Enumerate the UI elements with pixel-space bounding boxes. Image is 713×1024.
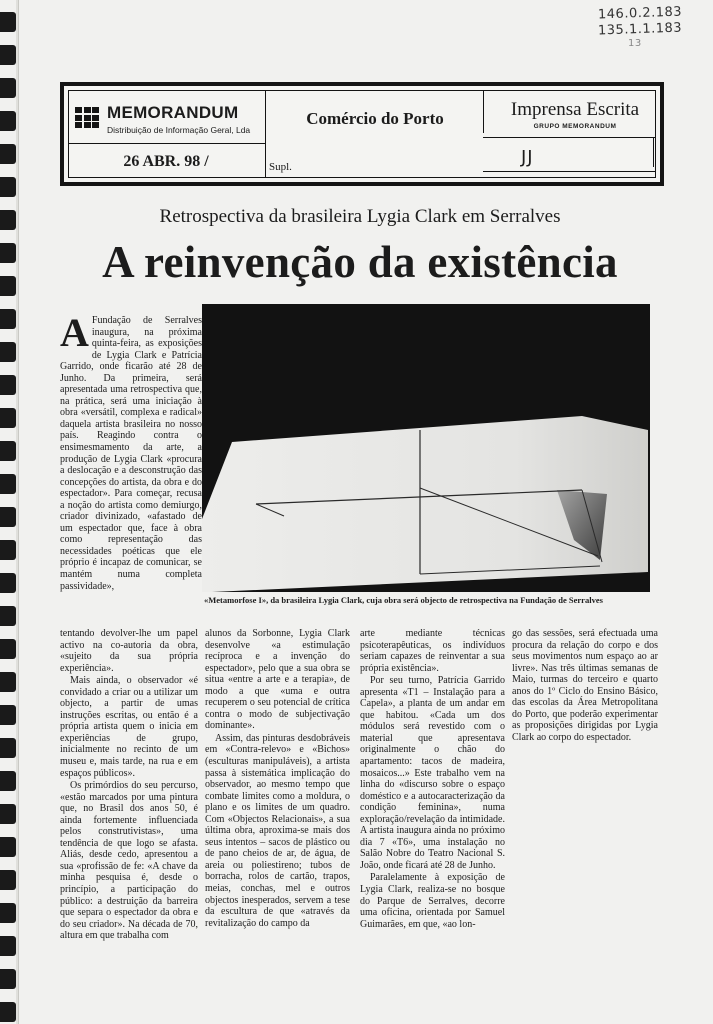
binding-hole <box>0 210 16 230</box>
binding-hole <box>0 870 16 890</box>
article-column-1-bottom <box>60 628 198 942</box>
handwritten-code-3: 13 <box>628 38 642 49</box>
article-paragraph: Os primórdios do seu percurso, «estão marcados por uma pintura que, no Brasil dos anos 50, é ainda fortemente influenciada pelos construtivistas», uma tendência de que logo se afasta. Aliás, desde cedo, apresentou a sua «profissão de fe: «A chave da minha pesquisa é, desde o princípio, a participação do público: a destruição da barreira que separa o espectador da obra e do seu criador». Na década de 70, altura em que trabalha com <box>60 780 198 942</box>
binding-hole <box>0 606 16 626</box>
brand-name: MEMORANDUM <box>107 103 239 122</box>
header-rule-right-bottom <box>483 171 655 172</box>
binding-hole <box>0 78 16 98</box>
binding-hole <box>0 540 16 560</box>
article-paragraph: tentando devolver-lhe um papel activo na co-autoria da obra, «sujeito da sua própria experiência». <box>60 628 198 674</box>
supplement-label: Supl. <box>269 161 292 173</box>
article-paragraph: A Fundação de Serralves inaugura, na próxima quinta-feira, as exposições de Lygia Clark e Patrícia Garrido, onde ficarão até 28 de Junho. Da primeira, será apresentada uma retrospectiva que, na prática, será uma iniciação à obra «versátil, complexa e radical» daquela artista brasileira no nosso país. Reagindo contra o ensimesmamento da arte, a produção de Lygia Clark «procura a deslocação e a desconstrução das concepções do artista, da obra e do espectador». Para começar, recusa a noção do artista como demiurgo, criador divinizado, «afastado de um espectador que, face à obra como representação das necessidades poéticas que ele próprio é incapaz de comunicar, se mantém numa completa passividade», <box>60 310 202 592</box>
press-subtitle: GRUPO MEMORANDUM <box>533 123 617 130</box>
binding-hole <box>0 45 16 65</box>
metamorfose-artwork-image <box>202 304 650 592</box>
handwritten-code-2: 135.1.1.183 <box>597 20 683 39</box>
binding-hole <box>0 12 16 32</box>
binding-hole <box>0 309 16 329</box>
binding-hole <box>0 375 16 395</box>
article-paragraph: Assim, das pinturas desdobráveis em «Contra-relevo» e «Bichos» (esculturas manipuláveis), a artista passa à sistemática implicação do observador, ao mesmo tempo que combate limites como a moldura, o plano e os limites de um quadro. Com «Objectos Relacionais», a sua última obra, aproxima-se mais dos seus intentos – sacos de plástico ou de pano cheios de ar, de água, de areia ou poliestireno; tubos de borracha, rolos de cartão, trapos, meias, conchas, mel e outros objectos inesperados, servem a tese da escultura de que «através da revitalização do campo da <box>205 732 350 929</box>
article-column-3 <box>360 628 505 930</box>
handwritten-code-1: 146.0.2.183 <box>597 4 683 23</box>
binding-hole <box>0 243 16 263</box>
header-divider-2 <box>483 91 484 133</box>
clipping-header-inner <box>68 90 656 178</box>
article-column-1-top <box>60 310 202 592</box>
memorandum-grid-icon <box>75 107 101 129</box>
binding-hole <box>0 342 16 362</box>
article-column-4 <box>512 628 658 743</box>
brand-subtitle: Distribuição de Informação Geral, Lda <box>107 125 251 135</box>
binding-hole <box>0 474 16 494</box>
photo-caption: «Metamorfose I», da brasileira Lygia Clark, cuja obra será objecto de retrospectiva na Fundação de Serralves <box>204 595 603 605</box>
binding-edge <box>16 0 19 1024</box>
binding-hole <box>0 639 16 659</box>
press-title: Imprensa Escrita <box>510 99 640 120</box>
spiral-binding <box>0 0 22 1024</box>
newspaper-name: Comércio do Porto <box>306 109 444 128</box>
drop-cap: A <box>60 310 89 355</box>
binding-hole <box>0 837 16 857</box>
clipping-date: 26 ABR. 98 / <box>123 153 209 170</box>
header-rule-right <box>483 137 655 138</box>
handwritten-page-mark: JJ <box>521 147 534 168</box>
binding-hole <box>0 408 16 428</box>
header-divider-3 <box>653 137 654 167</box>
binding-hole <box>0 507 16 527</box>
binding-hole <box>0 705 16 725</box>
article-paragraph: Paralelamente à exposição de Lygia Clark, realiza-se no bosque do Parque de Serralves, decorre uma oficina, orientada por Samuel Guimarães, em que, «ao lon- <box>360 872 505 930</box>
binding-hole <box>0 1002 16 1022</box>
binding-hole <box>0 804 16 824</box>
binding-hole <box>0 177 16 197</box>
artwork-photo <box>202 304 650 592</box>
binding-hole <box>0 276 16 296</box>
article-column-2 <box>205 628 350 929</box>
binding-hole <box>0 738 16 758</box>
binding-hole <box>0 144 16 164</box>
article-paragraph: Mais ainda, o observador «é convidado a criar ou a utilizar um objecto, a partir de umas instruções escritas, ou então é a própria artista quem o inicia em experiências de grupo, inicialmente no recinto de um museu e, mais tarde, na rua e em espaços públicos». <box>60 675 198 779</box>
article-headline: A reinvenção da existência <box>102 237 618 287</box>
binding-hole <box>0 771 16 791</box>
binding-hole <box>0 111 16 131</box>
header-rule-left <box>69 143 265 144</box>
binding-hole <box>0 969 16 989</box>
article-kicker: Retrospectiva da brasileira Lygia Clark em Serralves <box>159 206 561 227</box>
clipping-header <box>60 82 664 186</box>
article-paragraph: go das sessões, será efectuada uma procura da relação do corpo e dos seus movimentos num espaço ao ar livre». Nas três últimas semanas de Maio, turmas do terceiro e quarto anos do 1º Ciclo do Ensino Básico, das escolas da Área Metropolitana do Porto, que poderão experimentar as proposições dirigidas por Lygia Clark ao corpo do espectador. <box>512 628 658 743</box>
binding-hole <box>0 936 16 956</box>
binding-hole <box>0 441 16 461</box>
article-paragraph: Por seu turno, Patrícia Garrido apresenta «T1 – Instalação para a Capela», a planta de um andar em que habitou. «Cada um dos módulos será revestido com o material que apresentava originalmente o chão do apartamento: tacos de madeira, mosaicos...» Este trabalho vem na linha do «discurso sobre o espaço doméstico e a autocaracterização da condição feminina», numa exploração/revelação da intimidade. A artista inaugura ainda no próximo dia 7 «T6», uma instalação no Salão Nobre do Teatro Nacional S. João, onde ficará até 28 de Junho. <box>360 675 505 871</box>
memorandum-logo <box>75 101 265 141</box>
binding-hole <box>0 672 16 692</box>
binding-hole <box>0 573 16 593</box>
article-paragraph: arte mediante técnicas psicoterapêuticas, os indivíduos seriam capazes de reinventar a sua própria existência». <box>360 628 505 674</box>
header-divider-1 <box>265 91 266 177</box>
article-paragraph: alunos da Sorbonne, Lygia Clark desenvolve «a estimulação recíproca e a invenção do espectador», pelo que a sua obra se situa «entre a arte e a terapia», de modo a que «uma e outra recuperem o seu potencial de crítica contra o modo de subjectivação dominante». <box>205 628 350 732</box>
binding-hole <box>0 903 16 923</box>
